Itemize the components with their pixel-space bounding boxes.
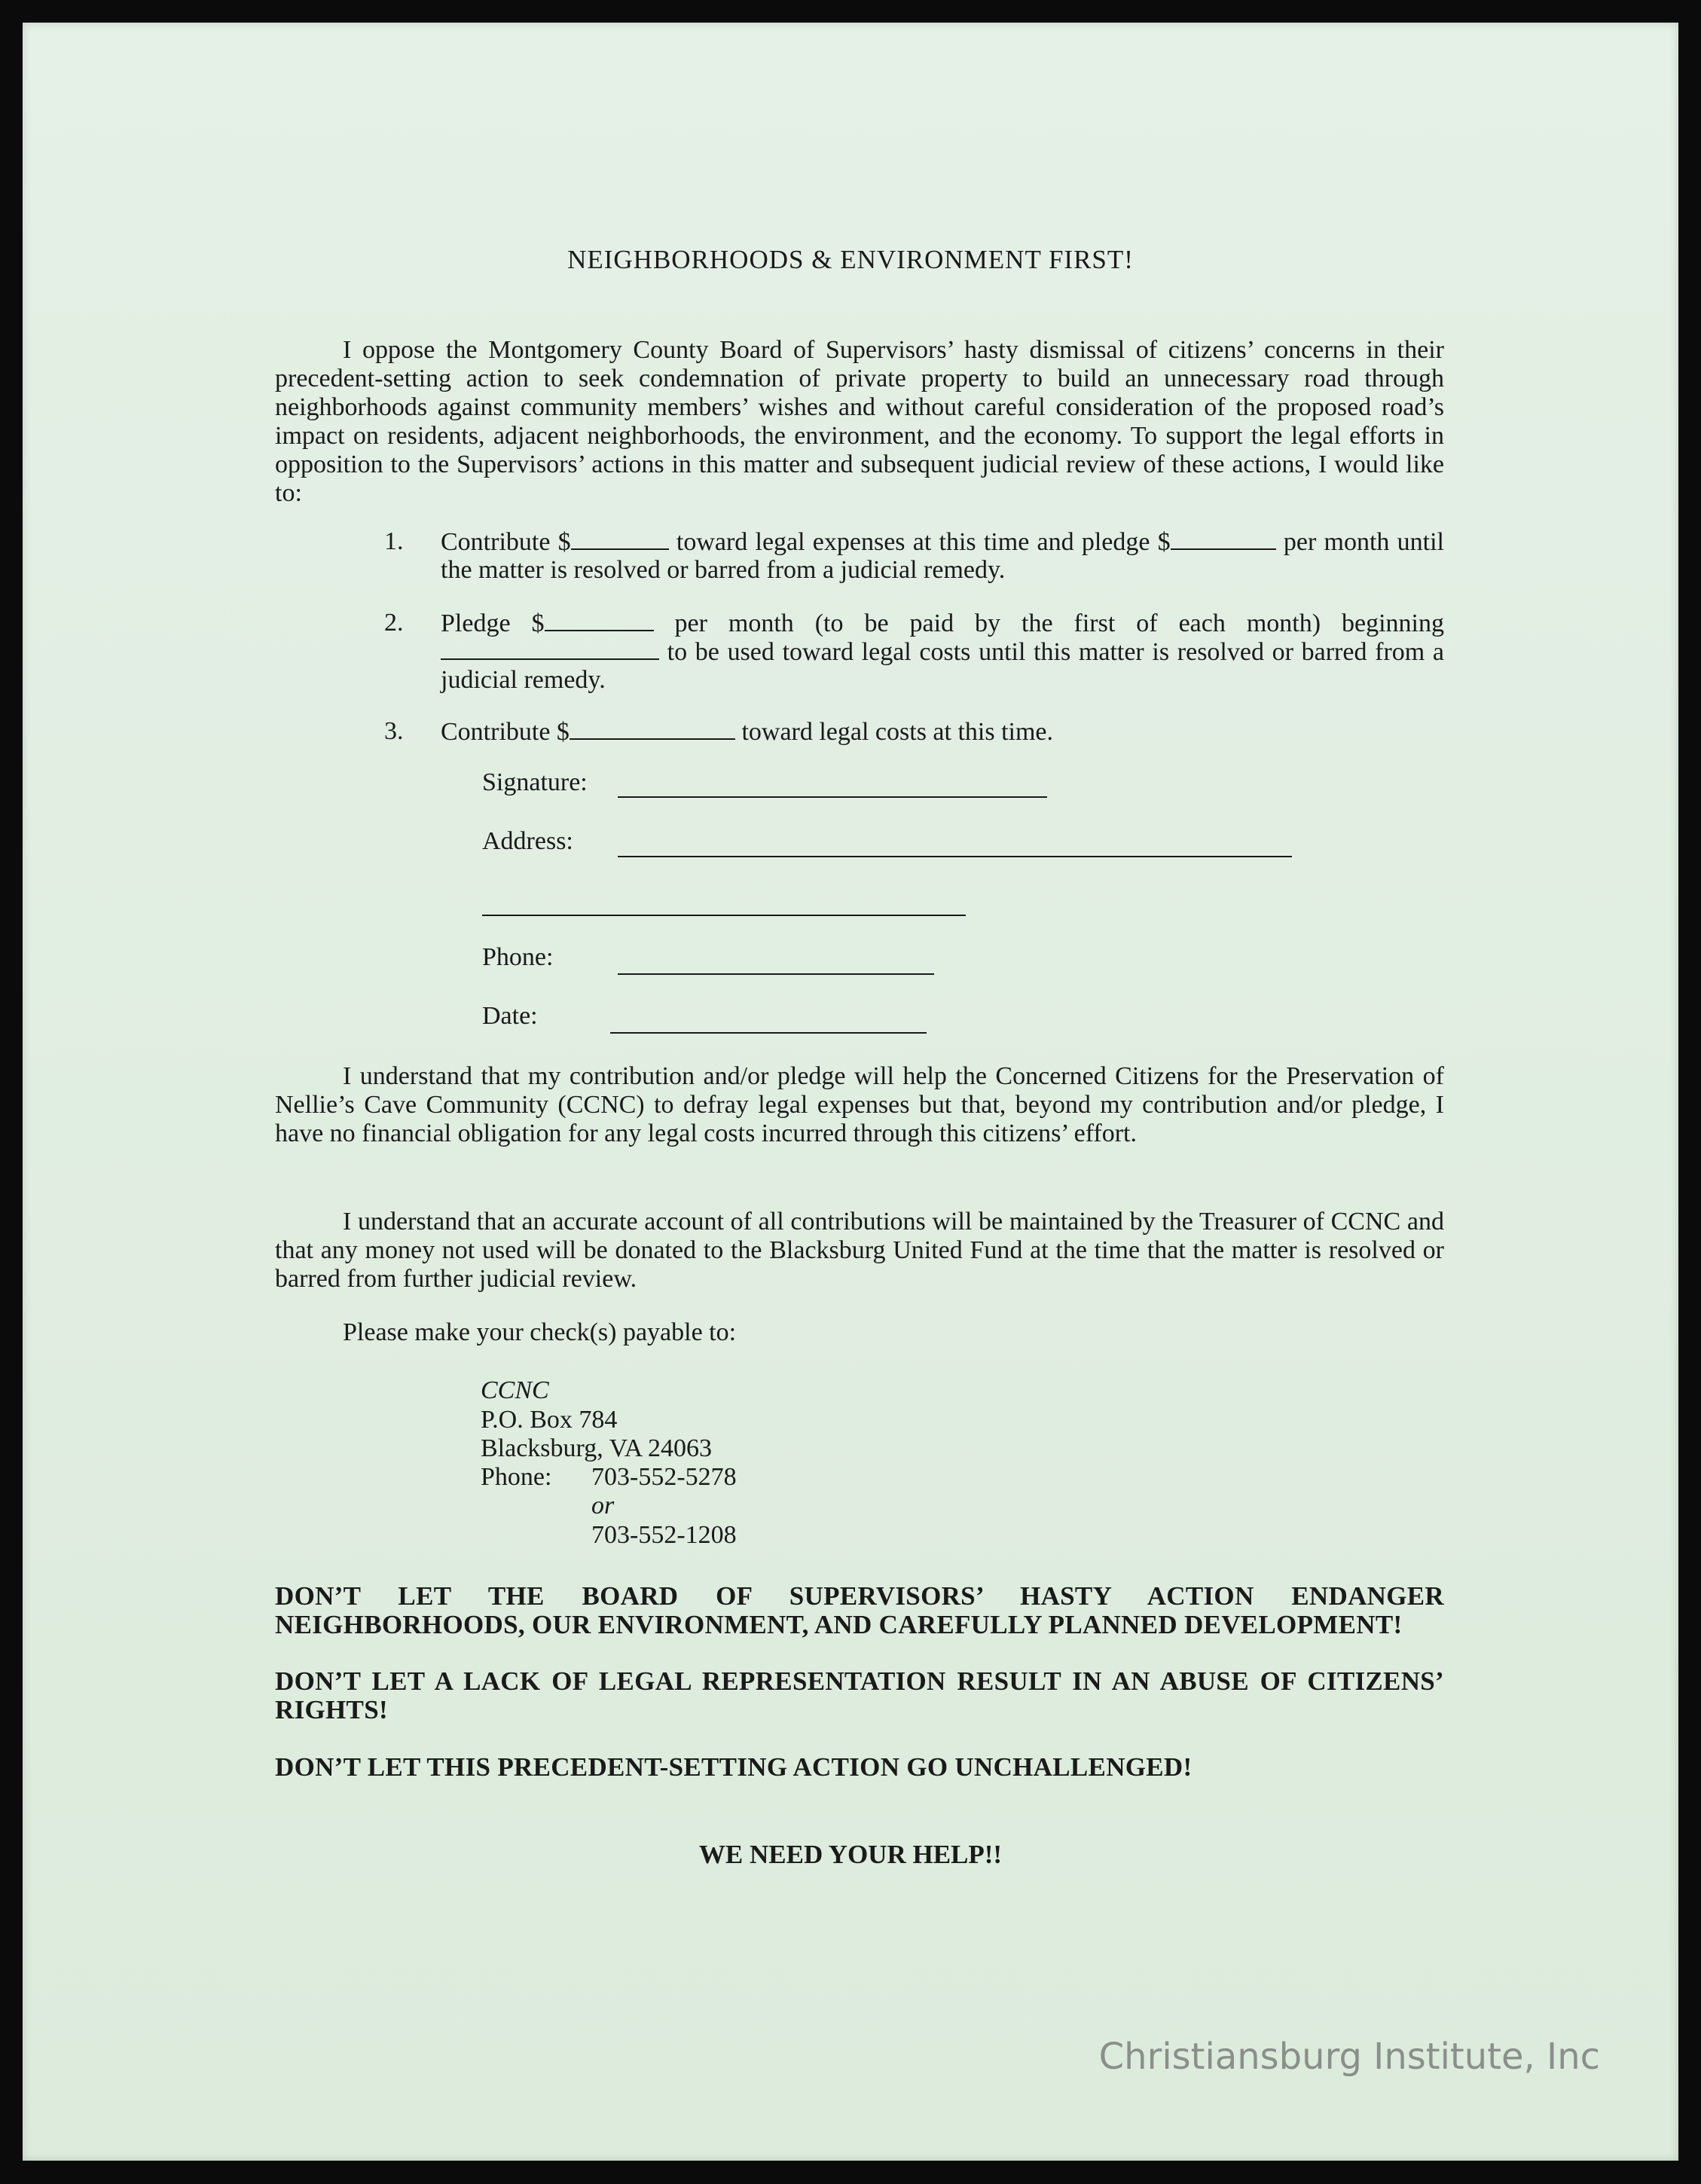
appeal-1: DON’T LET THE BOARD OF SUPERVISORS’ HASTY ACTION ENDANGER NEIGHBORHOODS, OUR ENVIRONMENT, AND CAREFULLY PLANNED DEVELOPMENT!	[275, 1581, 1444, 1639]
signature-line[interactable]	[618, 796, 1047, 798]
date-label: Date:	[482, 1002, 538, 1030]
amount-blank	[571, 527, 669, 550]
option-text: per month until the matter is resolved or barred from a judicial remedy.	[441, 528, 1444, 584]
date-line[interactable]	[610, 1032, 927, 1034]
option-text: Contribute $	[441, 528, 571, 556]
option-number: 3.	[384, 717, 404, 745]
option-number: 1.	[384, 527, 404, 555]
option-2	[384, 609, 1444, 695]
watermark: Christiansburg Institute, Inc	[1098, 2036, 1600, 2078]
address-line-1[interactable]	[618, 856, 1292, 857]
payee-po-box: P.O. Box 784	[481, 1406, 618, 1434]
understanding-paragraph-1: I understand that my contribution and/or pledge will help the Concerned Citizens for the Preservation of Nellie’s Cave Community (CCNC) to defray legal expenses but that, beyond my contribution and/or pledge, I have no financial obligation for any legal costs incurred through this citizens’ effort.	[275, 1062, 1444, 1147]
address-line-2[interactable]	[482, 915, 966, 916]
amount-blank	[545, 609, 654, 631]
payee-city: Blacksburg, VA 24063	[481, 1434, 712, 1462]
closing-line: WE NEED YOUR HELP!!	[698, 1840, 1003, 1869]
understanding-paragraph-2: I understand that an accurate account of all contributions will be maintained by the Treasurer of CCNC and that any money not used will be donated to the Blacksburg United Fund at the time that the matter is resolved or barred from further judicial review.	[275, 1208, 1444, 1293]
option-text: toward legal expenses at this time and pledge $	[668, 528, 1171, 556]
payee-phone-2: 703-552-1208	[591, 1521, 737, 1549]
document-page	[23, 23, 1678, 2161]
option-1	[384, 527, 1444, 588]
payee-phone-1: 703-552-5278	[591, 1463, 737, 1491]
phone-label: Phone:	[482, 943, 554, 971]
option-number: 2.	[384, 609, 404, 637]
option-text: Pledge $	[441, 609, 545, 637]
phone-line[interactable]	[618, 973, 934, 975]
appeal-3: DON’T LET THIS PRECEDENT-SETTING ACTION GO UNCHALLENGED!	[275, 1752, 1193, 1782]
amount-blank	[570, 717, 735, 740]
payee-phone-or: or	[591, 1492, 615, 1520]
date-blank	[441, 637, 659, 660]
appeal-2: DON’T LET A LACK OF LEGAL REPRESENTATION RESULT IN AN ABUSE OF CITIZENS’ RIGHTS!	[275, 1666, 1444, 1724]
option-3	[384, 717, 1444, 747]
pledge-blank	[1171, 527, 1276, 550]
option-text: to be used toward legal costs until this matter is resolved or barred from a judicial remedy.	[441, 638, 1444, 694]
option-text: Contribute $	[441, 718, 570, 746]
payee-name: CCNC	[481, 1376, 549, 1404]
option-text: per month (to be paid by the first of each month) beginning	[653, 609, 1444, 637]
intro-paragraph: I oppose the Montgomery County Board of Supervisors’ hasty dismissal of citizens’ concerns in their precedent-setting action to seek condemnation of private property to build an unnecessary road through neighborhoods against community members’ wishes and without careful consideration of the proposed road’s impact on residents, adjacent neighborhoods, the environment, and the economy. To support the legal efforts in opposition to the Supervisors’ actions in this matter and subsequent judicial review of these actions, I would like to:	[275, 336, 1444, 507]
address-label: Address:	[482, 827, 573, 855]
payable-to-line: Please make your check(s) payable to:	[343, 1318, 737, 1346]
signature-label: Signature:	[482, 768, 588, 796]
payee-phone-label: Phone:	[481, 1463, 552, 1491]
document-title: NEIGHBORHOODS & ENVIRONMENT FIRST!	[567, 245, 1134, 274]
option-text: toward legal costs at this time.	[734, 718, 1054, 746]
